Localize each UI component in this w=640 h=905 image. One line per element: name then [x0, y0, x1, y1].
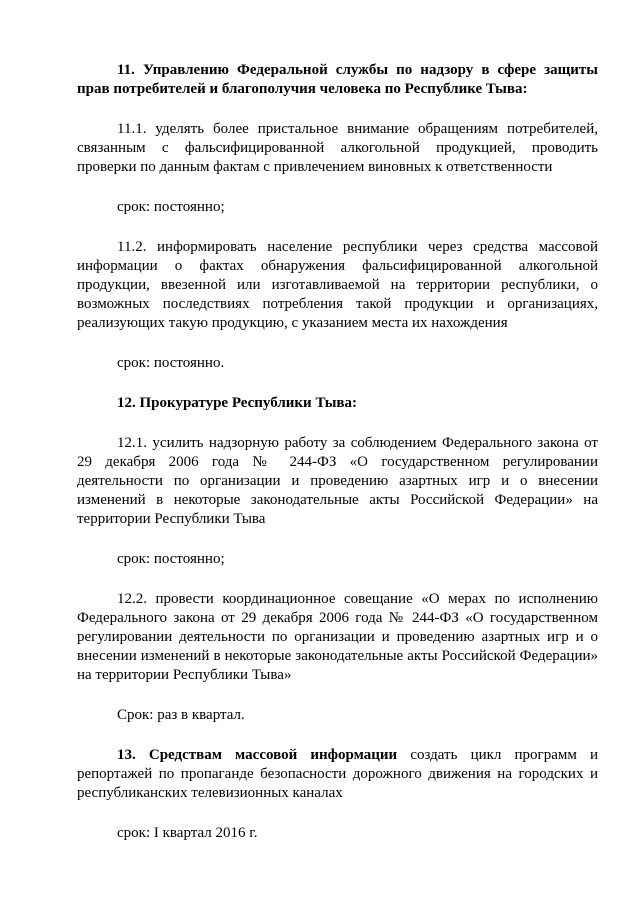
term-11-1: срок: постоянно;	[117, 199, 225, 215]
section-12-heading: 12. Прокуратуре Республики Тыва:	[117, 395, 358, 411]
section-11-heading: 11. Управлению Федеральной службы по надзору в сфере защиты прав потребителей и благополучия человека по Республике Тыва:	[77, 62, 598, 97]
item-11-1: 11.1. уделять более пристальное внимание обращениям потребителей, связанным с фальсифицированной алкогольной продукцией, проводить проверки по данным фактам с привлечением виновных к ответственности	[77, 121, 598, 175]
term-12-2: Срок: раз в квартал.	[117, 707, 245, 723]
term-13: срок: I квартал 2016 г.	[117, 825, 258, 841]
term-11-2: срок: постоянно.	[117, 355, 225, 371]
section-13-text: создать цикл программ и репортажей по пропаганде безопасности дорожного движения на городских и республиканских телевизионных каналах	[77, 747, 598, 801]
section-13-heading: 13. Средствам массовой информации	[117, 747, 398, 763]
item-12-2: 12.2. провести координационное совещание «О мерах по исполнению Федерального закона от 29 декабря 2006 года № 244-ФЗ «О государственном регулировании деятельности по организации и проведению азартных игр и о внесении изменений в некоторые законодательные акты Российской Федерации» на территории Республики Тыва»	[77, 591, 598, 683]
term-12-1: срок: постоянно;	[117, 551, 225, 567]
section-13-paragraph	[77, 746, 598, 803]
item-11-2: 11.2. информировать население республики через средства массовой информации о фактах обнаружения фальсифицированной алкогольной продукции, ввезенной или изготавливаемой на территории республики, о возможных последствиях потребления такой продукции и организациях, реализующих такую продукцию, с указанием места их нахождения	[77, 239, 598, 331]
item-12-1: 12.1. усилить надзорную работу за соблюдением Федерального закона от 29 декабря 2006 года № 244-ФЗ «О государственном регулировании деятельности по организации и проведению азартных игр и о внесении изменений в некоторые законодательные акты Российской Федерации» на территории Республики Тыва	[77, 435, 598, 527]
